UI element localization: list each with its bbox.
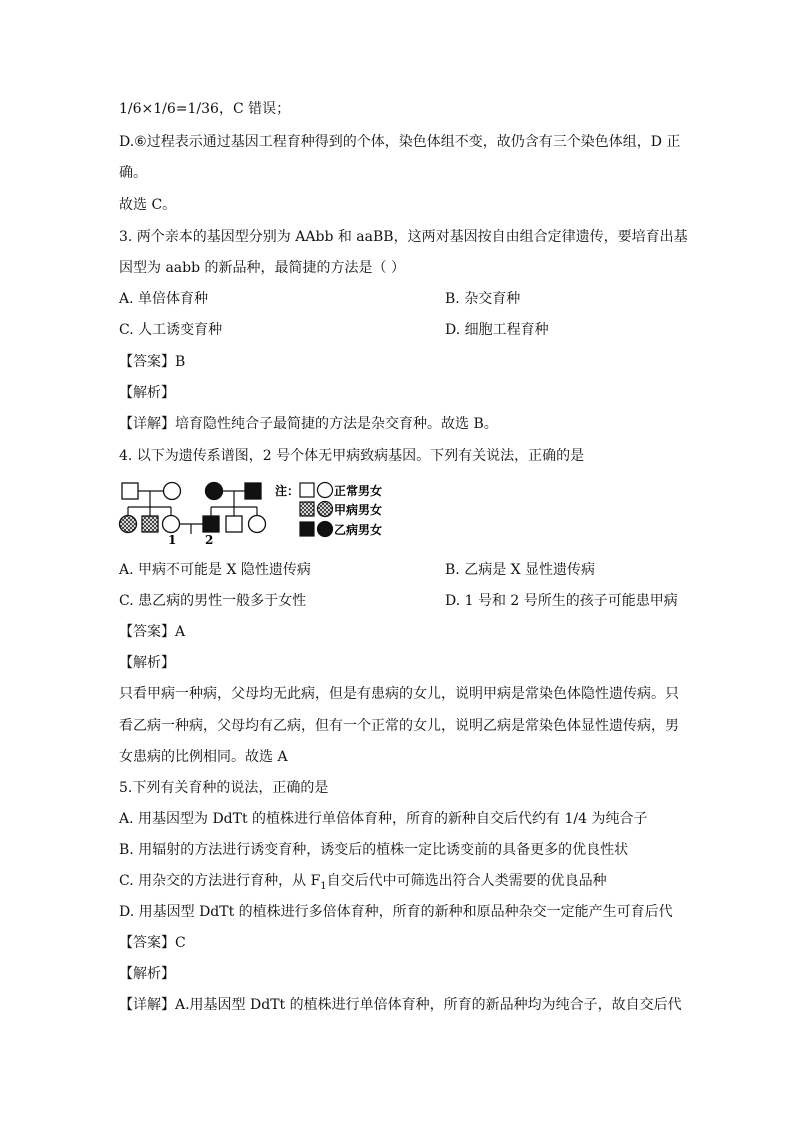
pedigree-normal-male-gen1	[122, 483, 138, 499]
question-4-stem: 4. 以下为遗传系谱图，2 号个体无甲病致病基因。下列有关说法，正确的是	[119, 448, 585, 464]
pedigree-normal-male-gen2	[226, 516, 242, 532]
question-4-option-b: B. 乙病是 X 显性遗传病	[445, 562, 596, 578]
pedigree-individual-2	[203, 516, 219, 532]
legend-jia-label: 甲病男女	[334, 503, 383, 517]
line-2: D.⑥过程表示通过基因工程育种得到的个体，染色体组不变，故仍含有三个染色体组，D 正	[119, 134, 681, 150]
line-4: 故选 C。	[119, 197, 177, 213]
legend-normal-male	[300, 483, 314, 497]
question-3-option-a: A. 单倍体育种	[119, 291, 209, 307]
question-5-option-d: D. 用基因型 DdTt 的植株进行多倍体育种，所育的新种和原品种杂交一定能产生可育后代	[119, 904, 673, 920]
question-5-stem: 5.下列有关育种的说法，正确的是	[119, 780, 329, 796]
pedigree-yi-male-gen1	[245, 483, 261, 499]
legend-jia-female	[318, 502, 333, 517]
question-3-option-d: D. 细胞工程育种	[445, 322, 549, 338]
legend-normal-female	[318, 483, 333, 498]
question-5-answer: 【答案】C	[119, 935, 186, 951]
question-3-stem-b: 因型为 aabb 的新品种，最简捷的方法是（ ）	[119, 260, 405, 276]
question-4-answer: 【答案】A	[119, 624, 186, 640]
pedigree-jia-female	[120, 516, 137, 533]
pedigree-yi-female-gen1	[206, 483, 223, 500]
question-4-analysis-1: 只看甲病一种病，父母均无此病，但是有患病的女儿，说明甲病是常染色体隐性遗传病。只	[119, 686, 679, 702]
pedigree-jia-male	[142, 516, 158, 532]
legend-title: 注：	[275, 484, 300, 498]
question-5-option-c: C. 用杂交的方法进行育种，从 $F_1$自交后代中可筛选出符合人类需要的优良品种	[119, 873, 607, 892]
pedigree-normal-female-gen1	[164, 483, 181, 500]
question-4-option-d: D. 1 号和 2 号所生的孩子可能患甲病	[445, 593, 678, 609]
question-3-option-b: B. 杂交育种	[445, 291, 521, 307]
question-5-analysis-heading: 【解析】	[119, 966, 175, 982]
pedigree-label-2: 2	[205, 533, 214, 546]
question-5-option-b: B. 用辐射的方法进行诱变育种，诱变后的植株一定比诱变前的具备更多的优良性状	[119, 842, 629, 858]
line-3: 确。	[119, 165, 147, 181]
question-3-stem-a: 3. 两个亲本的基因型分别为 AAbb 和 aaBB，这两对基因按自由组合定律遗传，要培育出基	[119, 229, 688, 245]
question-3-detail: 【详解】培育隐性纯合子最简捷的方法是杂交育种。故选 B。	[119, 416, 498, 432]
pedigree-chart	[117, 478, 407, 546]
legend-yi-label: 乙病男女	[334, 523, 383, 537]
question-5-option-a: A. 用基因型为 DdTt 的植株进行单倍体育种，所育的新种自交后代约有 1/4 为纯合子	[119, 811, 648, 827]
line-1: 1/6×1/6=1/36，C 错误；	[119, 101, 291, 117]
legend-jia-male	[300, 502, 314, 516]
question-4-analysis-heading: 【解析】	[119, 655, 175, 671]
question-3-option-c: C. 人工诱变育种	[119, 322, 223, 338]
legend-normal-label: 正常男女	[334, 484, 383, 498]
question-4-option-c: C. 患乙病的男性一般多于女性	[119, 593, 307, 609]
question-4-analysis-3: 女患病的比例相同。故选 A	[119, 749, 288, 765]
legend-yi-male	[300, 522, 314, 536]
pedigree-individual-1	[163, 516, 180, 533]
question-3-analysis-heading: 【解析】	[119, 385, 175, 401]
pedigree-normal-female-gen2	[249, 516, 266, 533]
question-4-analysis-2: 看乙病一种病，父母均有乙病，但有一个正常的女儿，说明乙病是常染色体显性遗传病，男	[119, 718, 679, 734]
legend-yi-female	[318, 522, 333, 537]
pedigree-label-1: 1	[168, 533, 177, 546]
question-3-answer: 【答案】B	[119, 354, 186, 370]
question-4-option-a: A. 甲病不可能是 X 隐性遗传病	[119, 562, 311, 578]
question-5-detail: 【详解】A.用基因型 DdTt 的植株进行单倍体育种，所育的新品种均为纯合子，故自交后代	[119, 997, 682, 1013]
